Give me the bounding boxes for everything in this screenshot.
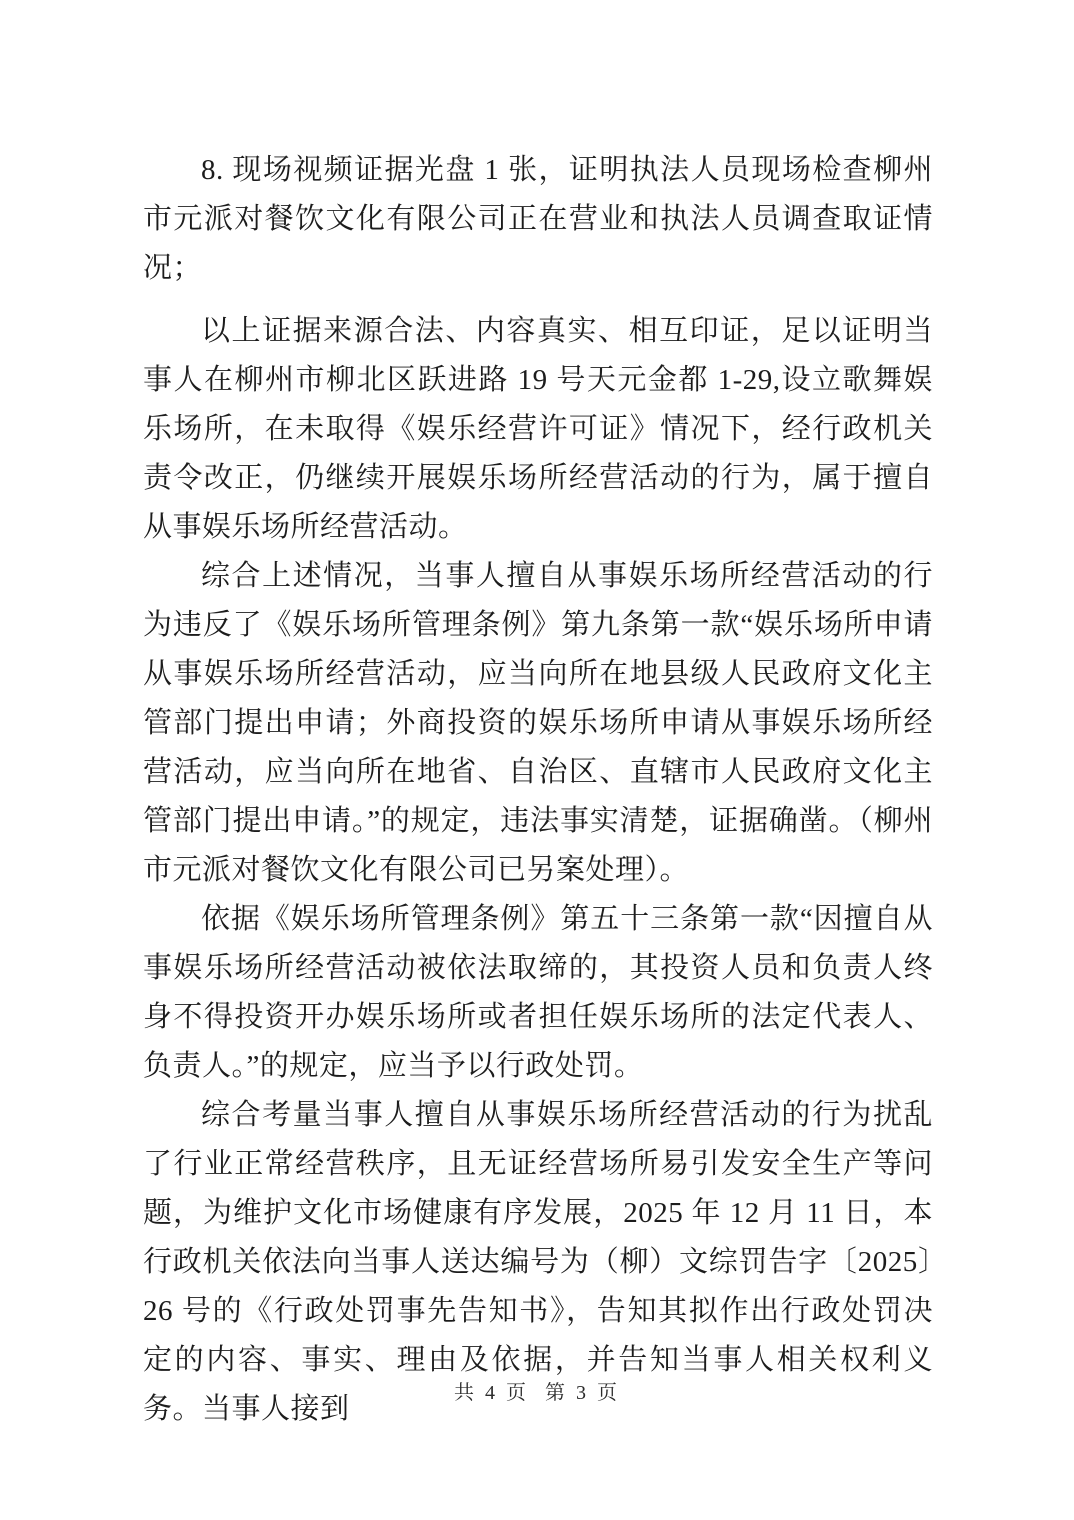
paragraph-evidence-conclusion: 以上证据来源合法、内容真实、相互印证，足以证明当事人在柳州市柳北区跃进路 19 号天元金都 1-29,设立歌舞娱乐场所，在未取得《娱乐经营许可证》情况下，经行政机关责令改正，仍继续开展娱乐场所经营活动的行为，属于擅自从事娱乐场所经营活动。 [143, 315, 933, 543]
paragraph-violation-determination: 综合上述情况，当事人擅自从事娱乐场所经营活动的行为违反了《娱乐场所管理条例》第九条第一款“娱乐场所申请从事娱乐场所经营活动，应当向所在地县级人民政府文化主管部门提出申请；外商投资的娱乐场所申请从事娱乐场所经营活动，应当向所在地省、自治区、直辖市人民政府文化主管部门提出申请。”的规定，违法事实清楚，证据确凿。（柳州市元派对餐饮文化有限公司已另案处理）。 [143, 560, 933, 886]
total-pages-label: 共 4 页 [454, 1382, 529, 1404]
paragraph-advance-notice: 综合考量当事人擅自从事娱乐场所经营活动的行为扰乱了行业正常经营秩序，且无证经营场所易引发安全生产等问题，为维护文化市场健康有序发展，2025 年 12 月 11 日，本行政机关依法向当事人送达编号为（柳）文综罚告字〔2025〕26 号的《行政处罚事先告知书》，告知其拟作出行政处罚决定的内容、事实、理由及依据，并告知当事人相关权利义务。当事人接到 [143, 1099, 933, 1425]
paragraph-penalty-legal-basis: 依据《娱乐场所管理条例》第五十三条第一款“因擅自从事娱乐场所经营活动被依法取缔的，其投资人员和负责人终身不得投资开办娱乐场所或者担任娱乐场所的法定代表人、负责人。”的规定，应当予以行政处罚。 [143, 903, 933, 1082]
current-page-label: 第 3 页 [545, 1382, 620, 1404]
paragraph-evidence-item-8: 8. 现场视频证据光盘 1 张，证明执法人员现场检查柳州市元派对餐饮文化有限公司正在营业和执法人员调查取证情况； [143, 154, 933, 284]
document-body [143, 146, 933, 1434]
page-footer [0, 1376, 1074, 1405]
